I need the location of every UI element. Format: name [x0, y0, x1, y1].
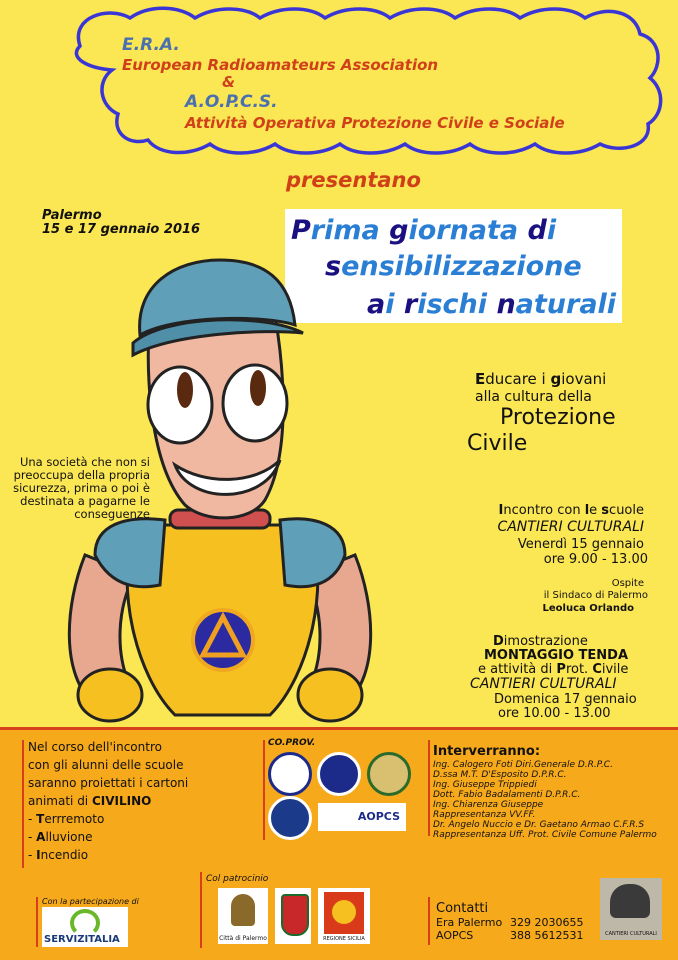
patrocinio-label: Col patrocinio [206, 874, 269, 884]
event2-venue: CANTIERI CULTURALI [470, 676, 617, 692]
speaker-line: Ing. Giuseppe Trippiedi [433, 780, 537, 790]
header-cloud [60, 6, 668, 156]
speakers-separator [428, 740, 430, 836]
contact-phone-2[interactable]: 388 5612531 [510, 929, 584, 942]
servizitalia-logo: SERVIZITALIA [42, 907, 128, 947]
event1-day: Venerdì 15 gennaio [517, 537, 644, 552]
title-line-3: ai rischi naturali [367, 289, 617, 320]
speaker-line: Ing. Chiarenza Giuseppe [433, 800, 544, 810]
era-name: European Radioamateurs Association [122, 56, 439, 74]
place-dates: 15 e 17 gennaio 2016 [42, 222, 201, 237]
amp: & [222, 73, 236, 91]
palermo-logo: Città di Palermo [218, 888, 268, 944]
event2-day: Domenica 17 gennaio [494, 692, 637, 707]
course-item: - Terrremoto [28, 812, 105, 826]
speaker-line: Dott. Fabio Badalamenti D.P.R.C. [433, 790, 581, 800]
coprov-logo-2 [317, 752, 361, 796]
aopcs-name: Attività Operativa Protezione Civile e Sociale [185, 114, 565, 132]
course-item: - Alluvione [28, 830, 93, 844]
era-abbr: E.R.A. [122, 35, 180, 55]
title-line-1: Prima giornata di [291, 215, 557, 246]
contacts-title: Contatti [436, 901, 489, 916]
speaker-line: Rappresentanza Uff. Prot. Civile Comune Palermo [433, 830, 657, 840]
coprov-logo-1 [268, 752, 312, 796]
coprov-separator [263, 740, 265, 840]
coprov-logo-3 [367, 752, 411, 796]
coprov-label: CO.PROV. [268, 738, 316, 748]
speaker-line: Dr. Angelo Nuccio e Dr. Gaetano Armao C.F.R.S [433, 820, 645, 830]
course-text: Nel corso dell'incontro con gli alunni delle scuole saranno proiettati i cartoni animati di CIVILINO - Terrremoto - Alluvione - Incendio [28, 740, 189, 862]
event1-time: ore 9.00 - 13.00 [543, 552, 648, 567]
participation-separator [36, 897, 38, 947]
event2-line-2: MONTAGGIO TENDA [484, 648, 629, 663]
contact-row-1: Era Palermo [436, 916, 503, 929]
coprov-logo-4 [268, 796, 312, 840]
motto-line-2: alla cultura della [475, 389, 592, 405]
quote-text: Una società che non si preoccupa della propria sicurezza, prima o poi è destinata a pagarne le conseguenze [13, 455, 150, 521]
presentano-text: presentano [286, 168, 421, 192]
motto-line-1: Educare i giovani [475, 370, 607, 388]
motto-line-4: Civile [467, 431, 528, 456]
participation-label: Con la partecipazione di [42, 897, 139, 906]
patrocinio-separator [200, 872, 202, 948]
aopcs-abbr: A.O.P.C.S. [185, 92, 278, 112]
event1-intro: Incontro con le scuole [498, 503, 644, 518]
speaker-line: D.ssa M.T. D'Esposito D.P.R.C. [433, 770, 567, 780]
contacts-separator [428, 897, 430, 945]
place-city: Palermo [42, 208, 102, 223]
course-item: - Incendio [28, 848, 89, 862]
speaker-line: Rappresentanza VV.FF. [433, 810, 536, 820]
speakers-list [433, 760, 657, 840]
event2-line-1: Dimostrazione [493, 634, 588, 649]
event1-venue: CANTIERI CULTURALI [497, 519, 644, 535]
contact-phone-1[interactable]: 329 2030655 [510, 916, 584, 929]
cantieri-culturali-logo: CANTIERI CULTURALI [600, 878, 662, 940]
regione-sicilia-logo: REGIONE SICILIA [318, 888, 370, 944]
title-line-2: sensibilizzazione [325, 251, 582, 282]
event1-guest-role: il Sindaco di Palermo [543, 590, 648, 601]
course-separator [22, 740, 24, 868]
banner-top-line [0, 727, 678, 730]
motto-line-3: Protezione [500, 405, 616, 430]
event2-time: ore 10.00 - 13.00 [498, 706, 611, 721]
event2-line-3: e attività di Prot. Civile [478, 662, 629, 677]
province-crest-logo [275, 888, 311, 944]
contact-row-2: AOPCS [436, 929, 474, 942]
speakers-title: Interverranno: [433, 744, 541, 759]
event1-guest-name: Leoluca Orlando [542, 603, 634, 614]
aopcs-logo: AOPCS [318, 803, 406, 831]
event1-guest-label: Ospite [611, 578, 644, 589]
speaker-line: Ing. Calogero Foti Diri.Generale D.R.P.C. [433, 760, 613, 770]
